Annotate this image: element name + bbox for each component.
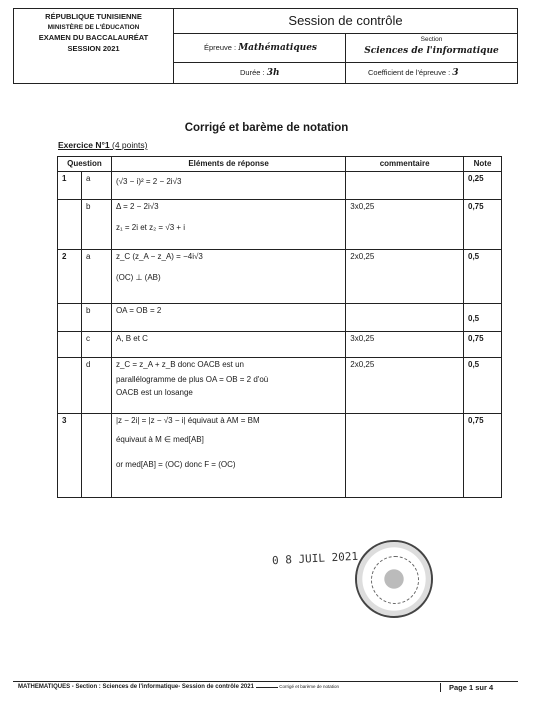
table-header-row [58,157,502,172]
answer-text: (√3 − i)² = 2 − 2i√3 [115,177,182,186]
seal-inner-ring [371,556,419,604]
note-cell: 0,5 [464,250,502,304]
answer-text: z₁ = 2i et z₂ = √3 + i [115,223,186,232]
answer-cell [111,250,345,304]
answer-text: parallélogramme de plus OA = OB = 2 d'où [115,375,269,384]
duree-cell [174,63,346,83]
table-row [58,332,502,358]
exercise-heading [58,140,147,150]
footer-text [18,684,339,690]
note-cell: 0,5 [464,358,502,414]
note-cell: 0,75 [464,414,502,498]
answer-cell [111,414,345,498]
col-header-answer: Eléments de réponse [111,157,345,172]
question-number [58,358,82,414]
note-cell: 0,5 [464,304,502,332]
exercise-label: Exercice N°1 [58,140,110,150]
page-number: Page 1 sur 4 [440,683,493,692]
coef-label: Coefficient de l'épreuve : [368,68,451,77]
comment-cell: 2x0,25 [346,358,464,414]
answer-cell [111,172,345,200]
note-cell: 0,75 [464,200,502,250]
question-number [58,332,82,358]
answer-text: Δ = 2 − 2i√3 [115,202,159,211]
answer-cell [111,200,345,250]
duree-label: Durée : [240,68,265,77]
session-title: Session de contrôle [174,9,517,34]
answer-text: équivaut à M ∈ med[AB] [115,435,204,444]
comment-cell: 3x0,25 [346,200,464,250]
comment-cell: 2x0,25 [346,250,464,304]
note-cell: 0,75 [464,332,502,358]
question-number [58,304,82,332]
answer-text: A, B et C [115,334,148,343]
issuer-line: RÉPUBLIQUE TUNISIENNE [45,12,142,21]
issuer-line: EXAMEN DU BACCALAURÉAT [38,33,149,42]
col-header-comment: commentaire [346,157,464,172]
epreuve-value: Mathématiques [238,43,317,53]
epreuve-cell [174,33,346,63]
table-row [58,172,502,200]
stamp-date: 0 8 JUIL 2021 [271,549,359,568]
issuer-line: MINISTÈRE DE L'ÉDUCATION [47,23,140,31]
grading-table [57,156,502,498]
footer-subject: MATHEMATIQUES - Section : Sciences de l'informatique- Session de contrôle 2021 [18,684,254,690]
issuer-line: SESSION 2021 [67,43,120,53]
footer-doc-name: Corrigé et barème de notation [279,684,340,689]
footer-divider [13,681,518,682]
coef-value: 3 [452,68,459,78]
sub-question: a [81,172,111,200]
document-title: Corrigé et barème de notation [184,122,349,134]
sub-question: d [81,358,111,414]
sub-question: c [81,332,111,358]
section-label: Section [420,36,443,43]
answer-text: z_C (z_A − z_A) = −4i√3 [115,252,203,261]
section-cell [346,33,517,63]
issuer-block [14,9,174,83]
official-seal-icon [355,540,433,618]
answer-text: (OC) ⊥ (AB) [115,273,161,282]
comment-cell: 3x0,25 [346,332,464,358]
comment-cell [346,172,464,200]
answer-cell [111,332,345,358]
answer-text: |z − 2i| = |z − √3 − i| équivaut à AM = BM [115,416,260,425]
answer-text: OA = OB = 2 [115,306,162,315]
table-row [58,358,502,414]
answer-text: z_C = z_A + z_B donc OACB est un [115,360,245,369]
table-row [58,250,502,304]
answer-text: or med[AB] = (OC) donc F = (OC) [115,460,236,469]
col-header-note: Note [464,157,502,172]
question-number: 1 [58,172,82,200]
exercise-points: (4 points) [111,140,148,150]
note-cell: 0,25 [464,172,502,200]
epreuve-label: Épreuve : [204,43,237,52]
sub-question: b [81,200,111,250]
col-header-question: Question [58,157,112,172]
table-row [58,414,502,498]
comment-cell [346,414,464,498]
sub-question [81,414,111,498]
section-value: Sciences de l'informatique [364,46,499,56]
duree-value: 3h [266,68,280,78]
question-number: 2 [58,250,82,304]
answer-cell [111,358,345,414]
answer-text: OACB est un losange [115,388,193,397]
table-row [58,200,502,250]
answer-cell [111,304,345,332]
footer-rule [256,687,278,688]
table-row [58,304,502,332]
exam-header [13,8,518,84]
question-number [58,200,82,250]
coef-cell [346,63,517,83]
comment-cell [346,304,464,332]
sub-question: b [81,304,111,332]
question-number: 3 [58,414,82,498]
sub-question: a [81,250,111,304]
